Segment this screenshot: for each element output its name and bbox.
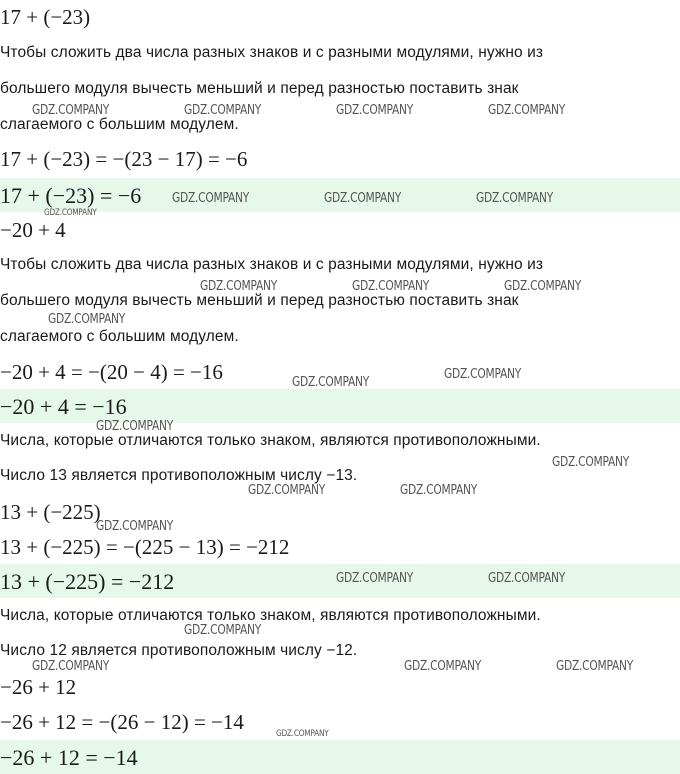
watermark: GDZ.COMPANY: [200, 279, 278, 294]
expression: 17 + (−23): [0, 5, 91, 29]
watermark: GDZ.COMPANY: [488, 103, 566, 118]
watermark: GDZ.COMPANY: [488, 571, 566, 586]
answer: −20 + 4 = −16: [0, 394, 127, 419]
watermark: GDZ.COMPANY: [336, 103, 414, 118]
watermark: GDZ.COMPANY: [96, 519, 174, 534]
expression: −26 + 12: [0, 675, 77, 699]
watermark: GDZ.COMPANY: [444, 367, 522, 382]
watermark: GDZ.COMPANY: [96, 419, 174, 434]
watermark: GDZ.COMPANY: [44, 208, 97, 218]
rule-text: большего модуля вычесть меньший и перед разностью поставить знак: [0, 80, 519, 97]
watermark: GDZ.COMPANY: [292, 375, 370, 390]
rule-text: Числа, которые отличаются только знаком, являются противоположными.: [0, 607, 541, 624]
rule-text: Числа, которые отличаются только знаком, являются противоположными.: [0, 432, 541, 449]
rule-text: большего модуля вычесть меньший и перед разностью поставить знак: [0, 292, 519, 309]
watermark: GDZ.COMPANY: [172, 191, 250, 206]
rule-text: Число 12 является противоположным числу −12.: [0, 642, 358, 659]
watermark: GDZ.COMPANY: [400, 483, 478, 498]
watermark: GDZ.COMPANY: [352, 279, 430, 294]
watermark: GDZ.COMPANY: [248, 483, 326, 498]
answer: 17 + (−23) = −6: [0, 183, 142, 208]
watermark: GDZ.COMPANY: [404, 659, 482, 674]
watermark: GDZ.COMPANY: [504, 279, 582, 294]
watermark: GDZ.COMPANY: [556, 659, 634, 674]
watermark: GDZ.COMPANY: [552, 455, 630, 470]
watermark: GDZ.COMPANY: [324, 191, 402, 206]
solution-step: −26 + 12 = −(26 − 12) = −14: [0, 710, 244, 734]
answer: −26 + 12 = −14: [0, 745, 138, 770]
solution-step: 13 + (−225) = −(225 − 13) = −212: [0, 535, 290, 559]
solution-step: 17 + (−23) = −(23 − 17) = −6: [0, 147, 248, 171]
solution-step: −20 + 4 = −(20 − 4) = −16: [0, 360, 223, 384]
watermark: GDZ.COMPANY: [32, 103, 110, 118]
watermark: GDZ.COMPANY: [276, 729, 329, 739]
rule-text: Чтобы сложить два числа разных знаков и с разными модулями, нужно из: [0, 44, 544, 61]
expression: −20 + 4: [0, 218, 66, 242]
expression: 13 + (−225): [0, 500, 101, 524]
answer: 13 + (−225) = −212: [0, 569, 175, 594]
rule-text: слагаемого с большим модулем.: [0, 328, 239, 345]
rule-text: Чтобы сложить два числа разных знаков и с разными модулями, нужно из: [0, 256, 544, 273]
rule-text: слагаемого с большим модулем.: [0, 116, 239, 133]
watermark: GDZ.COMPANY: [476, 191, 554, 206]
watermark: GDZ.COMPANY: [336, 571, 414, 586]
watermark: GDZ.COMPANY: [48, 312, 126, 327]
watermark: GDZ.COMPANY: [184, 103, 262, 118]
watermark: GDZ.COMPANY: [184, 623, 262, 638]
watermark: GDZ.COMPANY: [32, 659, 110, 674]
rule-text: Число 13 является противоположным числу −13.: [0, 467, 358, 484]
